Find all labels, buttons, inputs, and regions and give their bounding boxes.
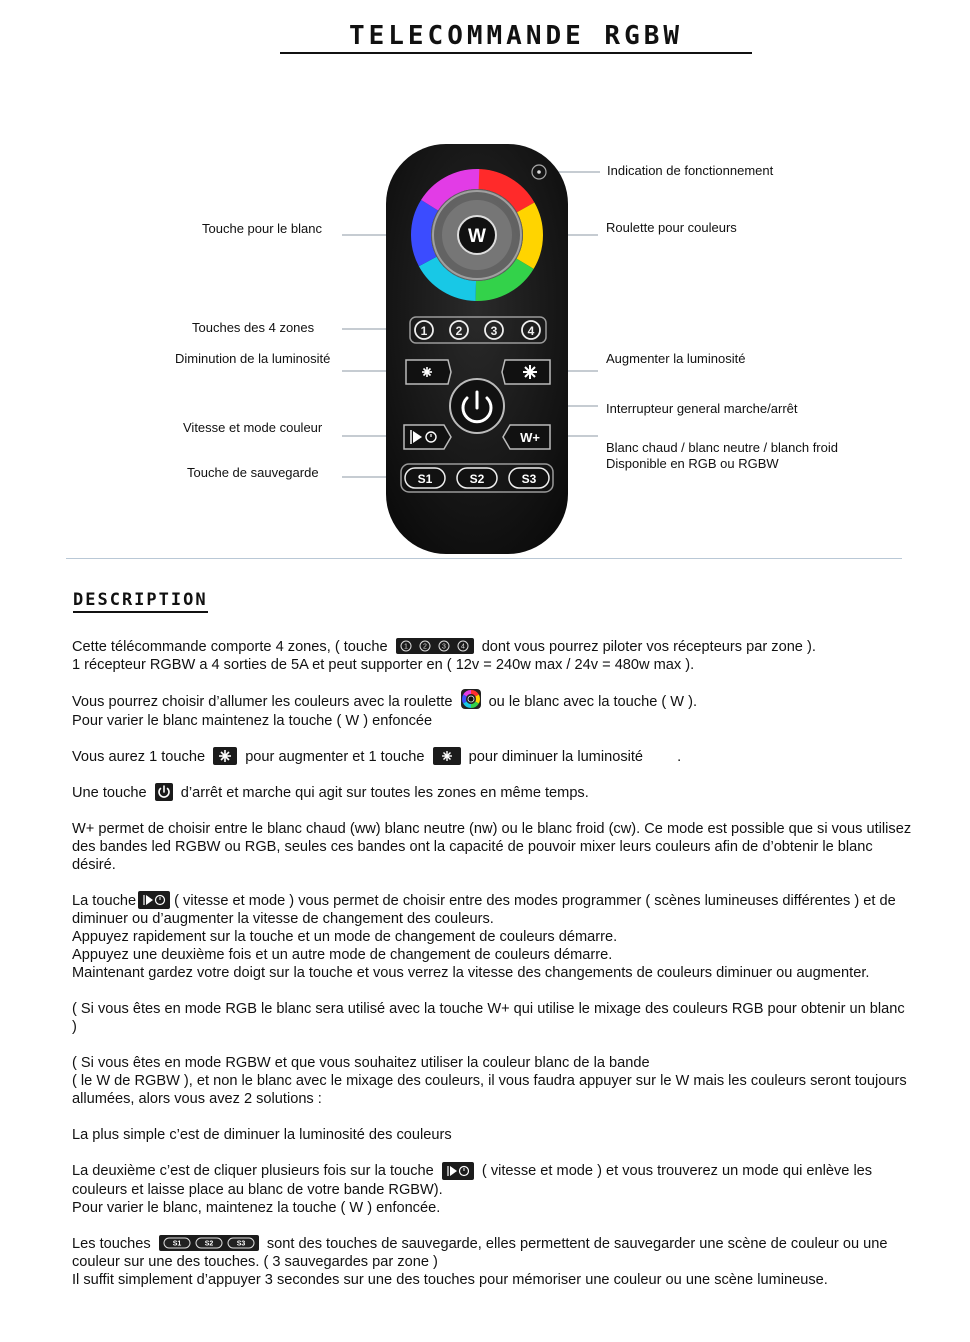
callout-diminution: Diminution de la luminosité [175, 351, 331, 366]
svg-text:S1: S1 [172, 1240, 182, 1248]
svg-text:1: 1 [403, 643, 408, 651]
paragraph-brightness: Vous aurez 1 touche pour augmenter et 1 touche pour diminuer la luminosité . [72, 749, 682, 765]
save-button-s3[interactable] [509, 468, 549, 488]
paragraph-zones: Cette télécommande comporte 4 zones, ( touche 1 2 3 4 dont vous pourrez piloter vos récepteurs par zone ). 1 récepteur RGBW a 4 sorties de 5A et peut supporter en ( 12v = 240w max / 24v = 480w max ). [72, 639, 816, 673]
callout-zones: Touches des 4 zones [192, 320, 315, 335]
sun-small-icon [422, 367, 432, 377]
power-icon [155, 783, 173, 801]
callout-augmenter: Augmenter la luminosité [606, 351, 746, 366]
svg-text:S1: S1 [417, 472, 433, 486]
description-body [72, 638, 912, 1307]
paragraph-rgbw-mode: ( Si vous êtes en mode RGBW et que vous souhaitez utiliser la couleur blanc de la bande ( le W de RGBW ), et non le blanc avec le mixage des couleurs, il vous faudra appuyer sur le W mais les couleurs seront toujours allumées, alors vous avez 2 solutions : [72, 1055, 907, 1108]
callout-sauvegarde: Touche de sauvegarde [187, 465, 319, 480]
section-divider [66, 558, 902, 559]
speed-mode-button[interactable] [404, 425, 451, 449]
svg-text:4: 4 [527, 324, 535, 338]
power-button[interactable] [450, 379, 504, 433]
svg-text:3: 3 [490, 324, 498, 338]
svg-text:2: 2 [422, 643, 427, 651]
save-buttons-icon [159, 1235, 259, 1251]
w-plus-button[interactable] [503, 425, 550, 449]
brightness-up-icon [213, 747, 237, 765]
callout-blanc-chaud-2: Disponible en RGB ou RGBW [606, 456, 779, 471]
speed-mode-icon [138, 891, 170, 909]
callout-interrupteur: Interrupteur general marche/arrêt [606, 401, 798, 416]
sun-large-icon [523, 365, 537, 379]
svg-text:S2: S2 [204, 1240, 214, 1248]
paragraph-roulette: Vous pourrez choisir d’allumer les couleurs avec la roulette ou le blanc avec la touche ( W ). Pour varier le blanc maintenez la touche ( W ) enfoncée [72, 692, 912, 730]
callout-indication: Indication de fonctionnement [607, 163, 774, 178]
callout-vitesse: Vitesse et mode couleur [183, 420, 323, 435]
svg-text:S2: S2 [469, 472, 485, 486]
paragraph-save: Les touches S1 S2 S3 sont des touches de sauvegarde, elles permettent de sauvegarder une scène de couleur ou une couleur sur une des touches. ( 3 sauvegardes par zone ) Il suffit simplement d’appuyer 3 secondes sur une des touches pour mémoriser une couleur ou une scène lumineuse. [72, 1235, 888, 1288]
svg-text:4: 4 [460, 643, 465, 651]
brightness-down-button[interactable] [406, 360, 451, 384]
w-button[interactable] [458, 216, 496, 254]
remote-diagram [0, 130, 970, 560]
svg-text:1: 1 [420, 324, 428, 338]
paragraph-wplus: W+ permet de choisir entre le blanc chaud (ww) blanc neutre (nw) ou le blanc froid (cw). Ce mode est possible que si vous utilisez des bandes led RGBW ou RGB, seules ces bandes ont la capacité de pouvoir mixer leurs couleurs afin de d’obtenir le blanc désiré. [72, 821, 912, 874]
w-plus-label: W+ [520, 430, 540, 445]
paragraph-solution-2: La deuxième c’est de cliquer plusieurs fois sur la touche ( vitesse et mode ) et vous trouverez un mode qui enlève les couleurs et laisse place au blanc de votre bande RGBW). Pour varier le blanc, maintenez la touche ( W ) enfoncée. [72, 1163, 873, 1216]
brightness-down-icon [433, 747, 461, 765]
svg-text:S3: S3 [236, 1240, 246, 1248]
svg-text:S3: S3 [521, 472, 537, 486]
svg-text:3: 3 [441, 643, 446, 651]
save-buttons [401, 464, 553, 492]
remote-illustration [0, 130, 970, 560]
save-button-s1[interactable] [405, 468, 445, 488]
paragraph-rgb-mode: ( Si vous êtes en mode RGB le blanc sera utilisé avec la touche W+ qui utilise le mixage des couleurs RGB pour obtenir un blanc ) [72, 1001, 905, 1036]
callout-roulette: Roulette pour couleurs [606, 220, 737, 235]
paragraph-solution-1: La plus simple c’est de diminuer la luminosité des couleurs [72, 1127, 452, 1144]
svg-text:2: 2 [455, 324, 463, 338]
speed-mode-icon [442, 1162, 474, 1180]
paragraph-power: Une touche d’arrêt et marche qui agit sur toutes les zones en même temps. [72, 785, 589, 802]
color-wheel-icon [461, 689, 481, 709]
document-title: TELECOMMANDE RGBW [280, 22, 752, 54]
callout-blanc-chaud-1: Blanc chaud / blanc neutre / blanch froid [606, 440, 838, 455]
section-title: DESCRIPTION [73, 590, 208, 613]
w-button-label: W [468, 226, 486, 247]
callout-blanc: Touche pour le blanc [202, 221, 322, 236]
zone-buttons-icon [396, 638, 474, 654]
brightness-up-button[interactable] [502, 360, 550, 384]
paragraph-speed-mode: La touche ( vitesse et mode ) vous permet de choisir entre des modes programmer ( scènes lumineuses différentes ) et de diminuer ou d’augmenter la vitesse de changement des couleurs. Appuyez rapidement sur la touche et un mode de changement de couleurs démarre. Appuyez une deuxième fois et un autre mode de changement de couleurs démarre. Maintenant gardez votre doigt sur la touche et vous verrez la vitesse des changements de couleurs diminuer ou augmenter. [72, 893, 896, 982]
save-button-s2[interactable] [457, 468, 497, 488]
